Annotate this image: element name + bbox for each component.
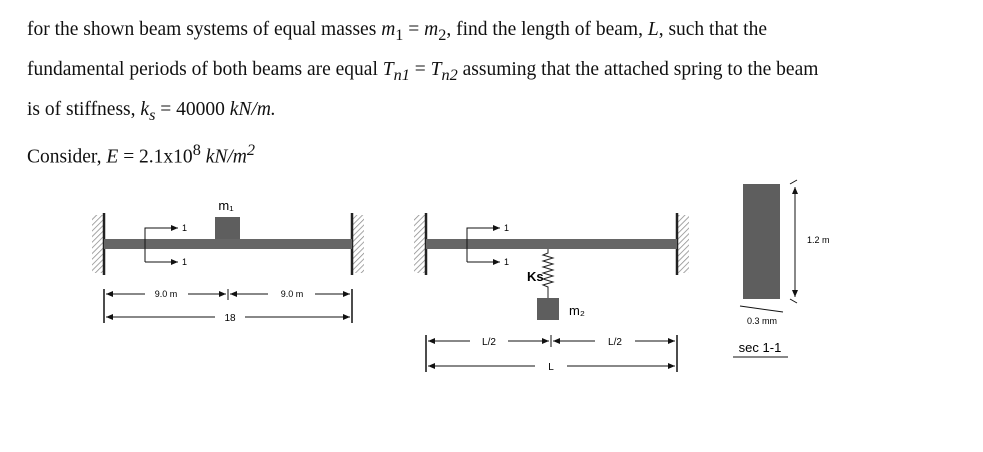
- beam1: [104, 239, 352, 249]
- modulus-unit: kN/m: [200, 146, 247, 168]
- m2-subscript: 2: [438, 25, 447, 44]
- k-subscript: s: [149, 105, 156, 124]
- beam1-section-mark-bottom: 1: [182, 257, 188, 267]
- k-symbol: k: [140, 99, 150, 120]
- beam2-mass: [537, 298, 559, 320]
- cross-section-width-line: [740, 306, 783, 312]
- beam2: [426, 239, 677, 249]
- cross-section-dim-ext: [790, 180, 797, 184]
- m1-symbol: m: [381, 19, 396, 40]
- unit-exponent: 2: [246, 141, 255, 159]
- T1-symbol: T: [382, 59, 394, 80]
- T2-subscript: n2: [441, 65, 458, 84]
- beam1-mass: [215, 217, 240, 239]
- beam2-dim-right-label: L/2: [608, 337, 622, 348]
- cross-section-rect: [743, 184, 780, 299]
- m1-subscript: 1: [395, 25, 404, 44]
- cross-section-width-label: 0.3 mm: [746, 316, 778, 326]
- line1-text: for the shown beam systems of equal masses: [27, 19, 382, 40]
- equals-2: =: [409, 59, 431, 80]
- beam2-dim-total-label: L: [548, 362, 554, 373]
- beam1-dim-left-label: 9.0 m: [154, 289, 178, 299]
- line3-text: is of stiffness,: [27, 99, 141, 120]
- line1-text-2: , find the length of beam,: [446, 19, 648, 40]
- cross-section: [733, 180, 830, 357]
- beam2-dim-left-label: L/2: [482, 337, 496, 348]
- line2-text-2: assuming that the attached spring to the beam: [457, 59, 819, 80]
- beam1-dim-total-label: 18: [224, 313, 236, 324]
- beam2-left-wall: [414, 215, 426, 273]
- L-symbol: L: [647, 19, 659, 40]
- beam1-right-wall: [352, 215, 364, 273]
- line1-text-3: , such that the: [658, 19, 767, 40]
- T2-symbol: T: [430, 59, 442, 80]
- T1-subscript: n1: [393, 65, 410, 84]
- line4-text: Consider,: [27, 146, 107, 168]
- beam2-mass-label: m₂: [569, 303, 585, 318]
- beam1-system: [92, 198, 364, 324]
- beam2-spring-label: Ks: [527, 269, 544, 284]
- beam1-dim-right-label: 9.0 m: [280, 289, 304, 299]
- equals: =: [403, 19, 425, 40]
- cross-section-dim-ext: [790, 299, 797, 303]
- beam2-section-mark-bottom: 1: [504, 257, 510, 267]
- beam2-system: [414, 213, 689, 373]
- modulus-exponent: 8: [192, 141, 201, 159]
- cross-section-height-label: 1.2 m: [807, 235, 830, 245]
- stiffness-value: = 40000: [155, 99, 230, 120]
- modulus-value: = 2.1x10: [118, 146, 193, 168]
- beam2-section-mark-top: 1: [504, 223, 510, 233]
- beam1-left-wall: [92, 215, 104, 273]
- beam2-spring: [543, 249, 553, 298]
- m2-symbol: m: [424, 19, 439, 40]
- beam2-right-wall: [677, 215, 689, 273]
- stiffness-unit: kN/m.: [229, 99, 276, 120]
- beam1-mass-label: m₁: [218, 198, 234, 213]
- line2-text: fundamental periods of both beams are equal: [27, 59, 383, 80]
- beam1-section-mark-top: 1: [182, 223, 188, 233]
- cross-section-title: sec 1-1: [738, 340, 782, 355]
- E-symbol: E: [106, 146, 119, 168]
